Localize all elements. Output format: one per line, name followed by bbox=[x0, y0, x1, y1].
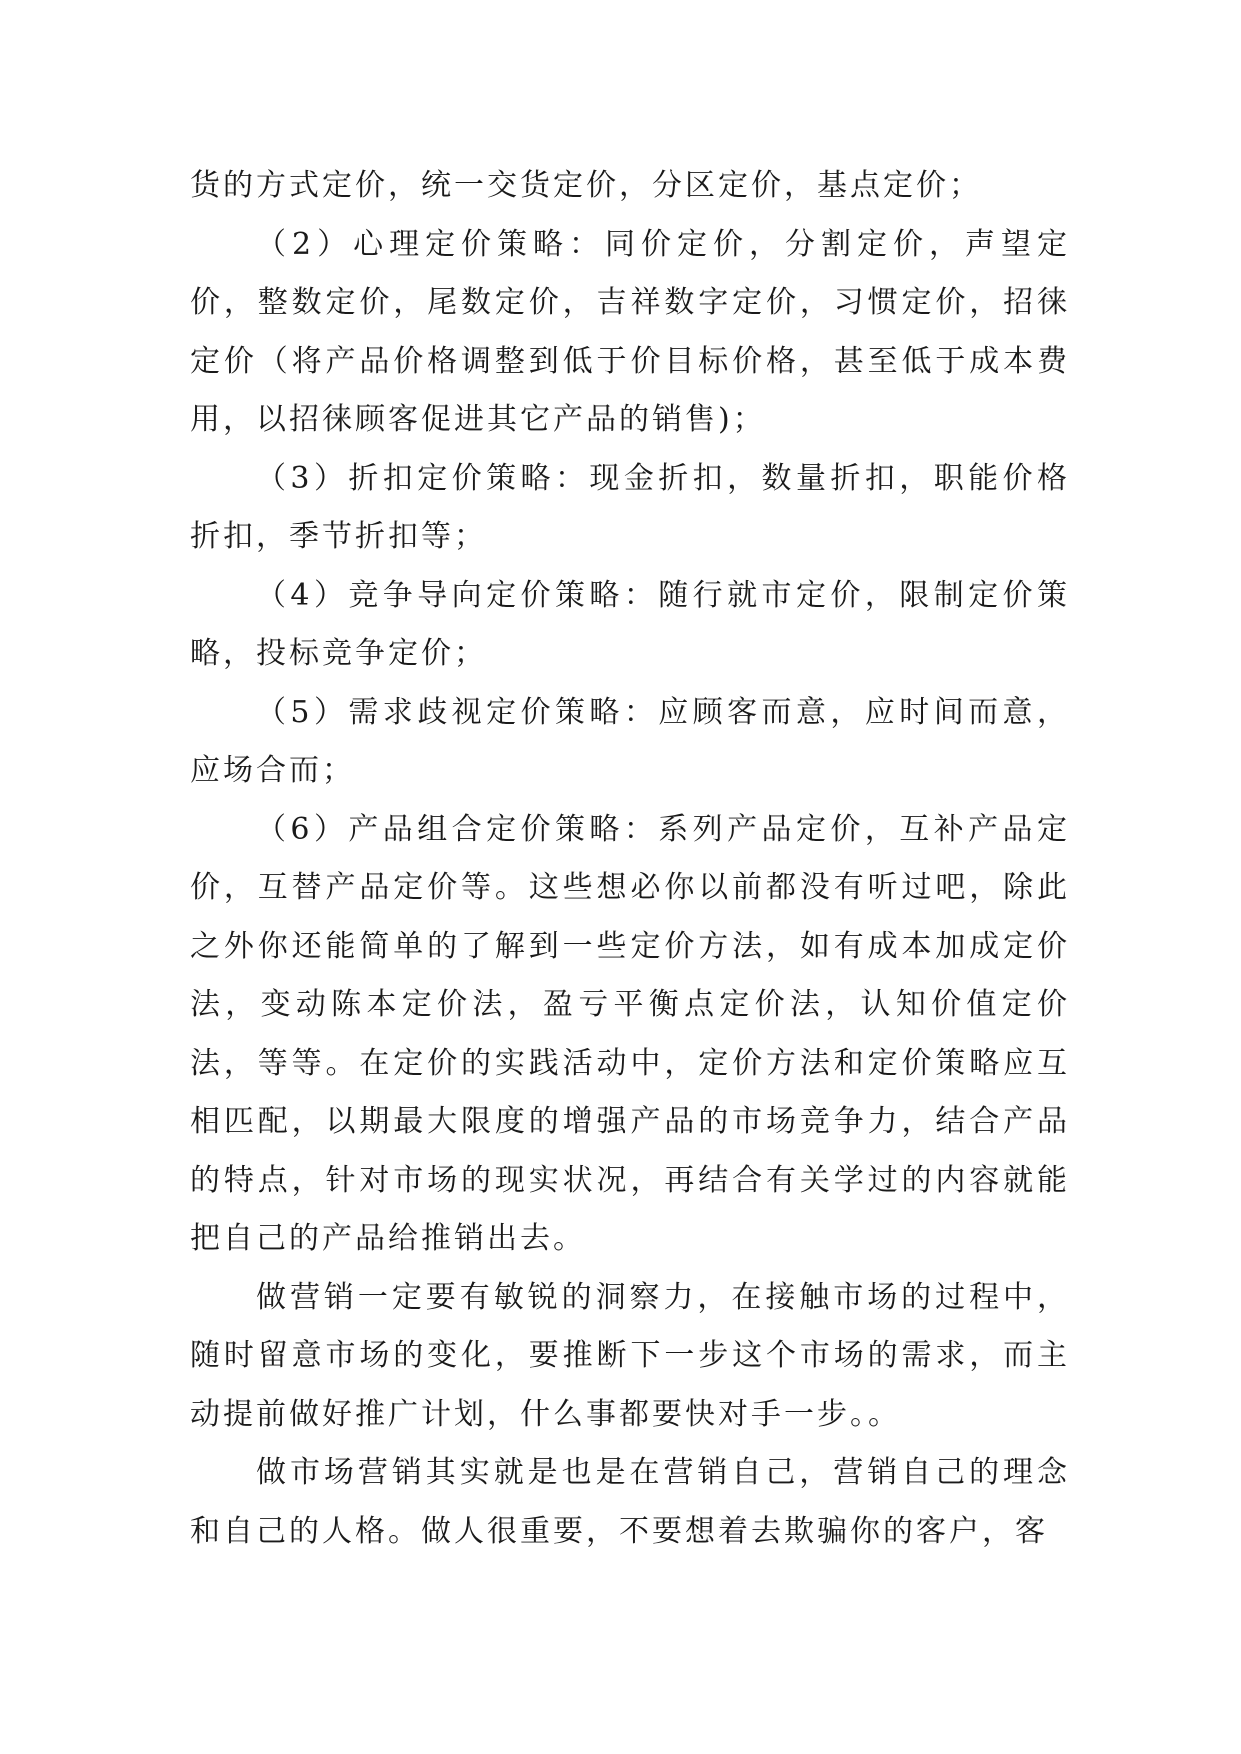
paragraph-competition-pricing: （4）竞争导向定价策略：随行就市定价，限制定价策略，投标竞争定价； bbox=[190, 577, 1070, 671]
document-body bbox=[190, 157, 1070, 1561]
paragraph-self-marketing: 做市场营销其实就是也是在营销自己，营销自己的理念和自己的人格。做人很重要，不要想着去欺骗你的客户，客 bbox=[190, 1455, 1070, 1549]
paragraph-discount-pricing: （3）折扣定价策略：现金折扣，数量折扣，职能价格折扣，季节折扣等； bbox=[190, 460, 1070, 554]
paragraph-psychological-pricing: （2）心理定价策略：同价定价，分割定价，声望定价，整数定价，尾数定价，吉祥数字定价，习惯定价，招徕定价（将产品价格调整到低于价目标价格，甚至低于成本费用，以招徕顾客促进其它产品的销售)； bbox=[190, 226, 1070, 437]
paragraph-continuation: 货的方式定价，统一交货定价，分区定价，基点定价； bbox=[190, 168, 982, 203]
paragraph-demand-discrimination-pricing: （5）需求歧视定价策略：应顾客而意，应时间而意，应场合而； bbox=[190, 694, 1070, 788]
paragraph-product-portfolio-pricing: （6）产品组合定价策略：系列产品定价，互补产品定价，互替产品定价等。这些想必你以前都没有听过吧，除此之外你还能简单的了解到一些定价方法，如有成本加成定价法，变动陈本定价法，盈亏平衡点定价法，认知价值定价法，等等。在定价的实践活动中，定价方法和定价策略应互相匹配，以期最大限度的增强产品的市场竞争力，结合产品的特点，针对市场的现实状况，再结合有关学过的内容就能把自己的产品给推销出去。 bbox=[190, 811, 1070, 1256]
paragraph-market-insight: 做营销一定要有敏锐的洞察力，在接触市场的过程中，随时留意市场的变化，要推断下一步这个市场的需求，而主动提前做好推广计划，什么事都要快对手一步。。 bbox=[190, 1279, 1070, 1432]
